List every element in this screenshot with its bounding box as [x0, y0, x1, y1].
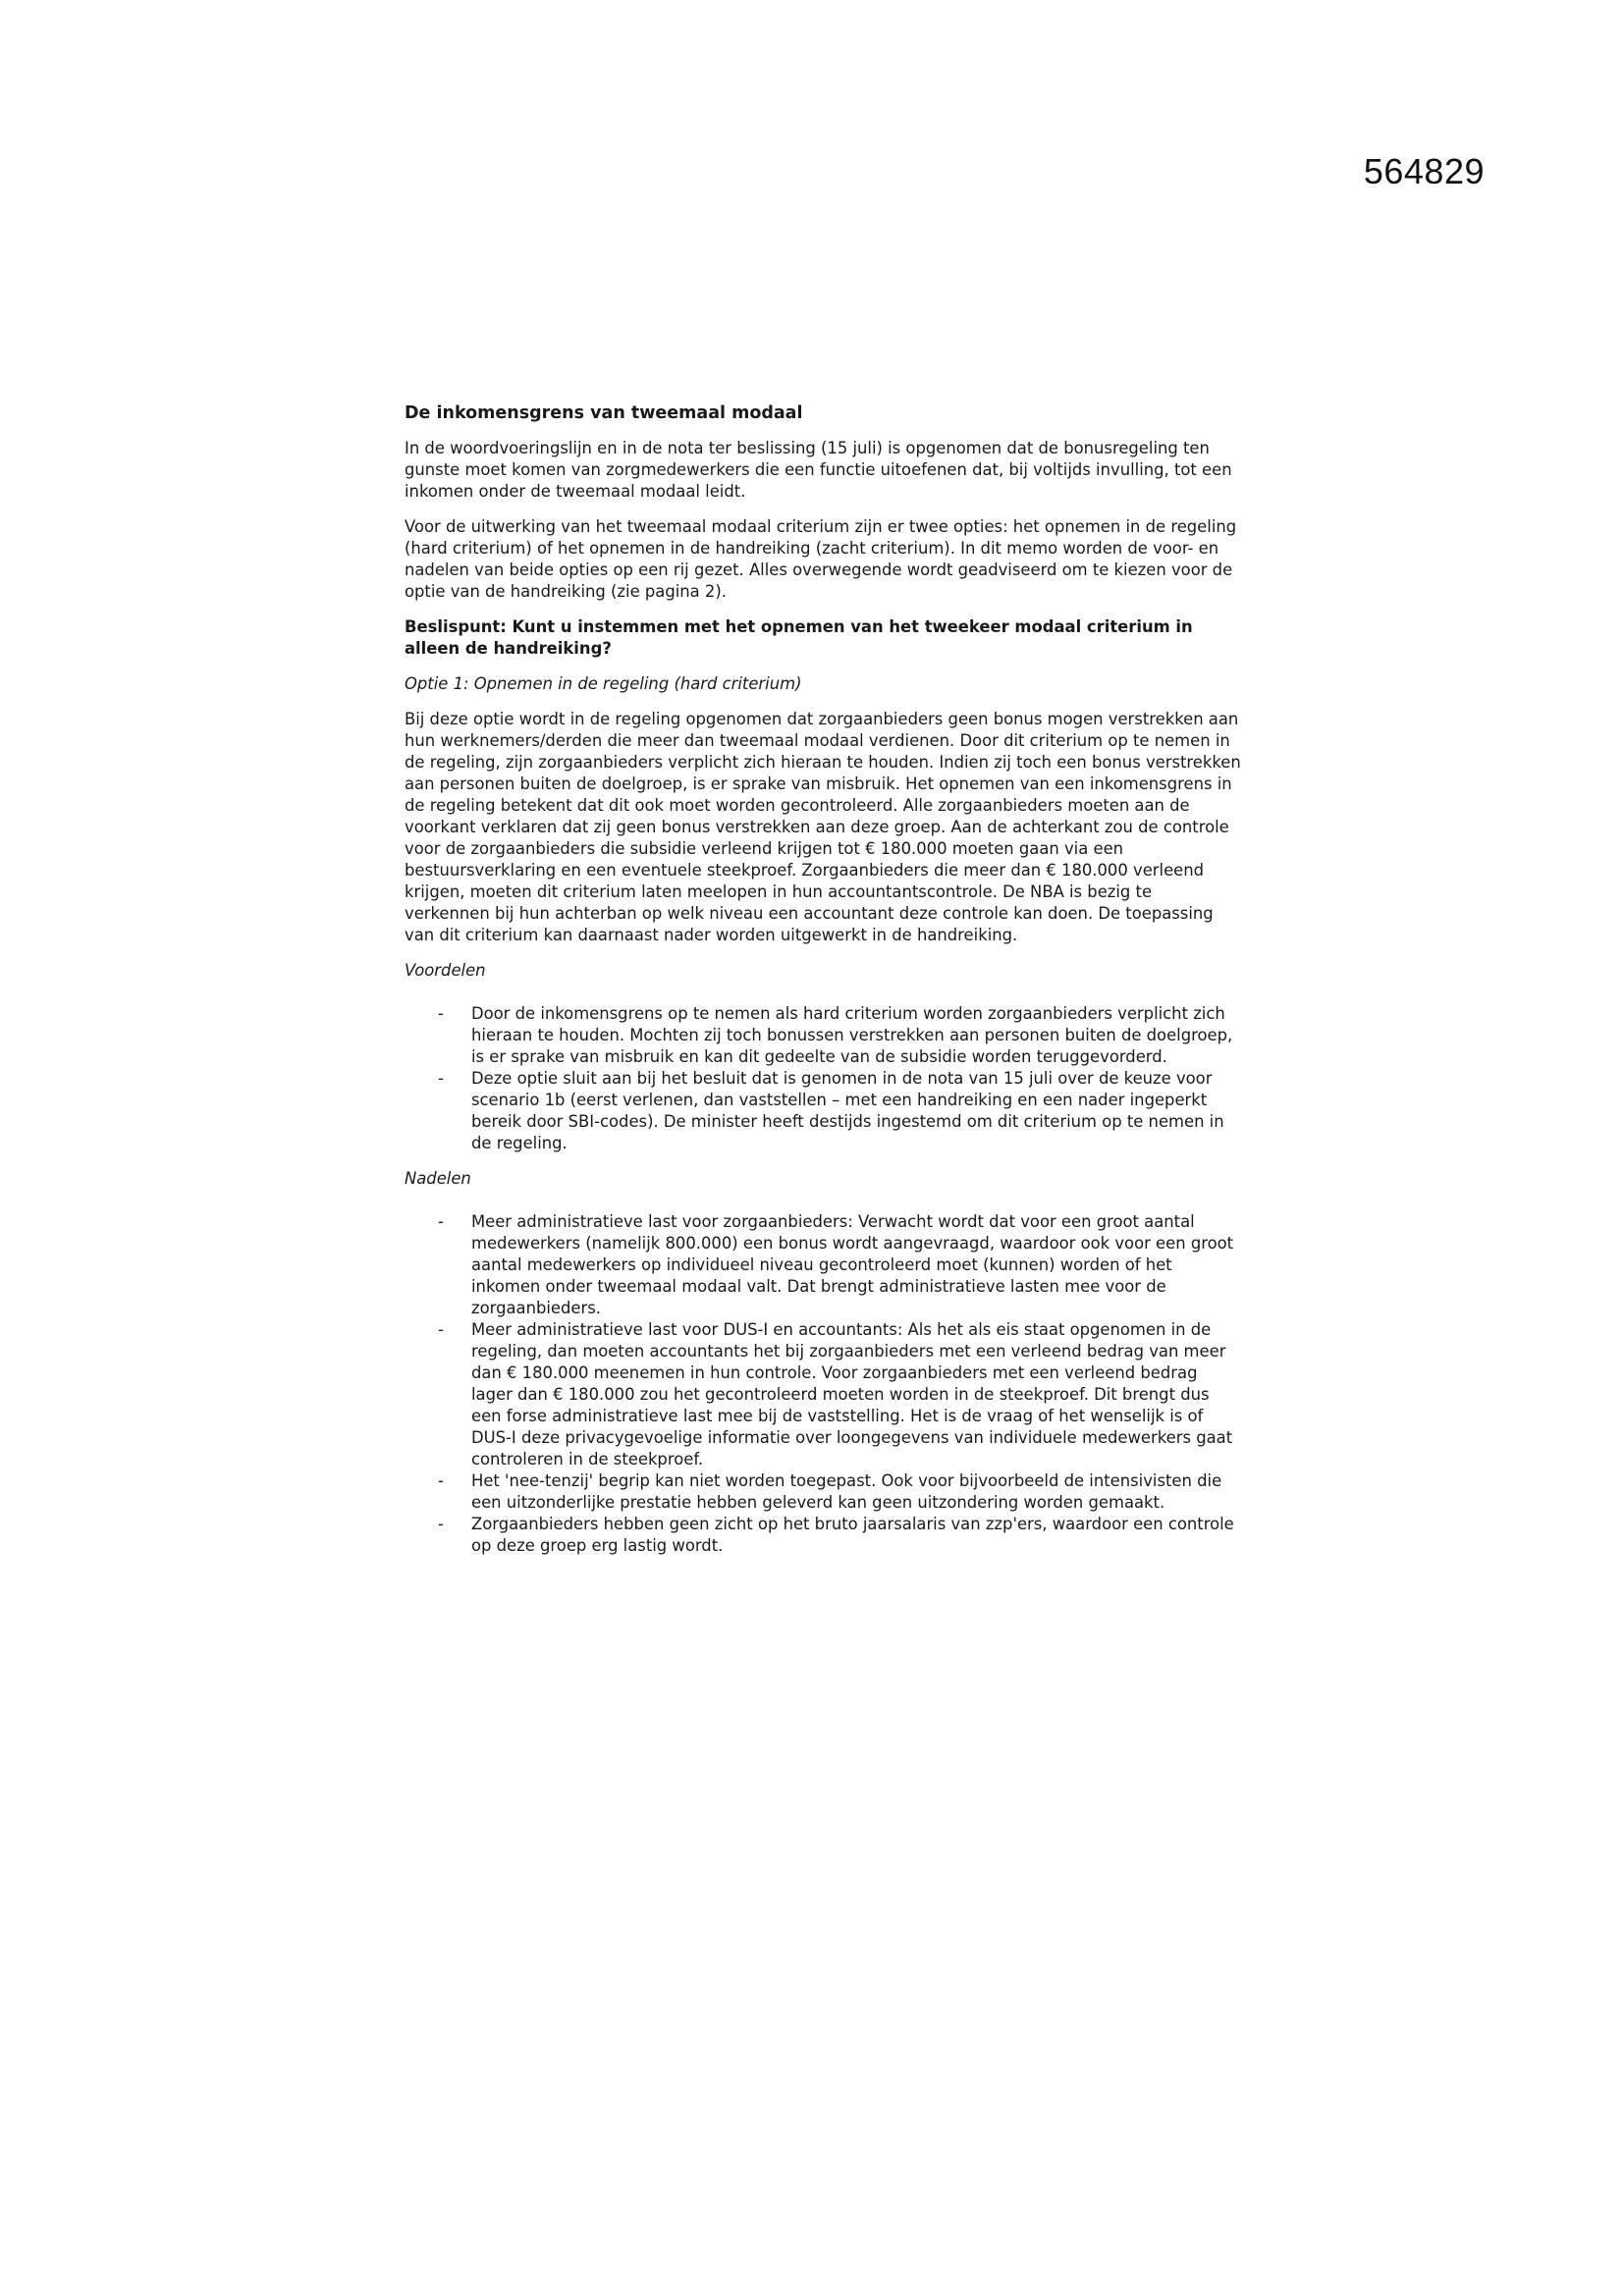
dash-bullet: - [438, 1471, 444, 1490]
dash-bullet: - [438, 1515, 444, 1533]
advantages-list [405, 1003, 1241, 1154]
dash-bullet: - [438, 1320, 444, 1339]
advantage-text: Door de inkomensgrens op te nemen als hard criterium worden zorgaanbieders verplicht zich hieraan te houden. Mochten zij toch bonussen verstrekken aan personen buiten de doelgroep, is er sprake van misbruik en kan dit gedeelte van de subsidie worden teruggevorderd. [471, 1004, 1233, 1066]
advantages-title: Voordelen [405, 961, 486, 980]
list-item [405, 1470, 1241, 1514]
list-item [405, 1003, 1241, 1068]
disadvantages-list [405, 1211, 1241, 1557]
dash-bullet: - [438, 1004, 444, 1023]
advantage-text: Deze optie sluit aan bij het besluit dat is genomen in de nota van 15 juli over de keuze voor scenario 1b (eerst verlenen, dan vaststellen – met een handreiking en een nader ingeperkt bereik door SBI-codes). De minister heeft destijds ingestemd om dit criterium op te nemen in de regeling. [471, 1069, 1224, 1152]
document-body [405, 402, 1241, 1571]
list-item [405, 1514, 1241, 1557]
option1-body: Bij deze optie wordt in de regeling opgenomen dat zorgaanbieders geen bonus mogen verstrekken aan hun werknemers/derden die meer dan tweemaal modaal verdienen. Door dit criterium op te nemen in de regeling, zijn zorgaanbieders verplicht zich hieraan te houden. Indien zij toch een bonus verstrekken aan personen buiten de doelgroep, is er sprake van misbruik. Het opnemen van een inkomensgrens in de regeling betekent dat dit ook moet worden gecontroleerd. Alle zorgaanbieders moeten aan de voorkant verklaren dat zij geen bonus verstrekken aan deze groep. Aan de achterkant zou de controle voor de zorgaanbieders die subsidie verleend krijgen tot € 180.000 moeten gaan via een bestuursverklaring en een eventuele steekproef. Zorgaanbieders die meer dan € 180.000 verleend krijgen, moeten dit criterium laten meelopen in hun accountantscontrole. De NBA is bezig te verkennen bij hun achterban op welk niveau een accountant deze controle kan doen. De toepassing van dit criterium kan daarnaast nader worden uitgewerkt in de handreiking. [405, 710, 1241, 944]
dash-bullet: - [438, 1212, 444, 1231]
list-item [405, 1319, 1241, 1470]
document-number: 564829 [1363, 151, 1485, 191]
document-title: De inkomensgrens van tweemaal modaal [405, 403, 803, 423]
dash-bullet: - [438, 1069, 444, 1088]
disadvantages-title: Nadelen [405, 1169, 471, 1188]
disadvantage-text: Meer administratieve last voor DUS-I en accountants: Als het als eis staat opgenomen in de regeling, dan moeten accountants het bij zorgaanbieders met een verleend bedrag van meer dan € 180.000 meenemen in hun controle. Voor zorgaanbieders met een verleend bedrag lager dan € 180.000 zou het gecontroleerd moeten worden in de steekproef. Dit brengt dus een forse administratieve last mee bij de vaststelling. Het is de vraag of het wenselijk is of DUS-I deze privacygevoelige informatie over loongegevens van individuele medewerkers gaat controleren in de steekproef. [471, 1320, 1233, 1468]
disadvantage-text: Zorgaanbieders hebben geen zicht op het bruto jaarsalaris van zzp'ers, waardoor een controle op deze groep erg lastig wordt. [471, 1515, 1234, 1555]
option1-title: Optie 1: Opnemen in de regeling (hard criterium) [405, 674, 802, 693]
decision-point: Beslispunt: Kunt u instemmen met het opnemen van het tweekeer modaal criterium in alleen de handreiking? [405, 617, 1193, 658]
disadvantage-text: Meer administratieve last voor zorgaanbieders: Verwacht wordt dat voor een groot aantal medewerkers (namelijk 800.000) een bonus wordt aangevraagd, waardoor ook voor een groot aantal medewerkers op individueel niveau gecontroleerd moet (kunnen) worden of het inkomen onder tweemaal modaal valt. Dat brengt administratieve lasten mee voor de zorgaanbieders. [471, 1212, 1234, 1317]
intro-paragraph-2: Voor de uitwerking van het tweemaal modaal criterium zijn er twee opties: het opnemen in de regeling (hard criterium) of het opnemen in de handreiking (zacht criterium). In dit memo worden de voor- en nadelen van beide opties op een rij gezet. Alles overwegende wordt geadviseerd om te kiezen voor de optie van de handreiking (zie pagina 2). [405, 517, 1237, 601]
list-item [405, 1068, 1241, 1154]
disadvantage-text: Het 'nee-tenzij' begrip kan niet worden toegepast. Ook voor bijvoorbeeld de intensivisten die een uitzonderlijke prestatie hebben geleverd kan geen uitzondering worden gemaakt. [471, 1471, 1222, 1512]
intro-paragraph-1: In de woordvoeringslijn en in de nota ter beslissing (15 juli) is opgenomen dat de bonusregeling ten gunste moet komen van zorgmedewerkers die een functie uitoefenen dat, bij voltijds invulling, tot een inkomen onder de tweemaal modaal leidt. [405, 439, 1232, 501]
list-item [405, 1211, 1241, 1319]
